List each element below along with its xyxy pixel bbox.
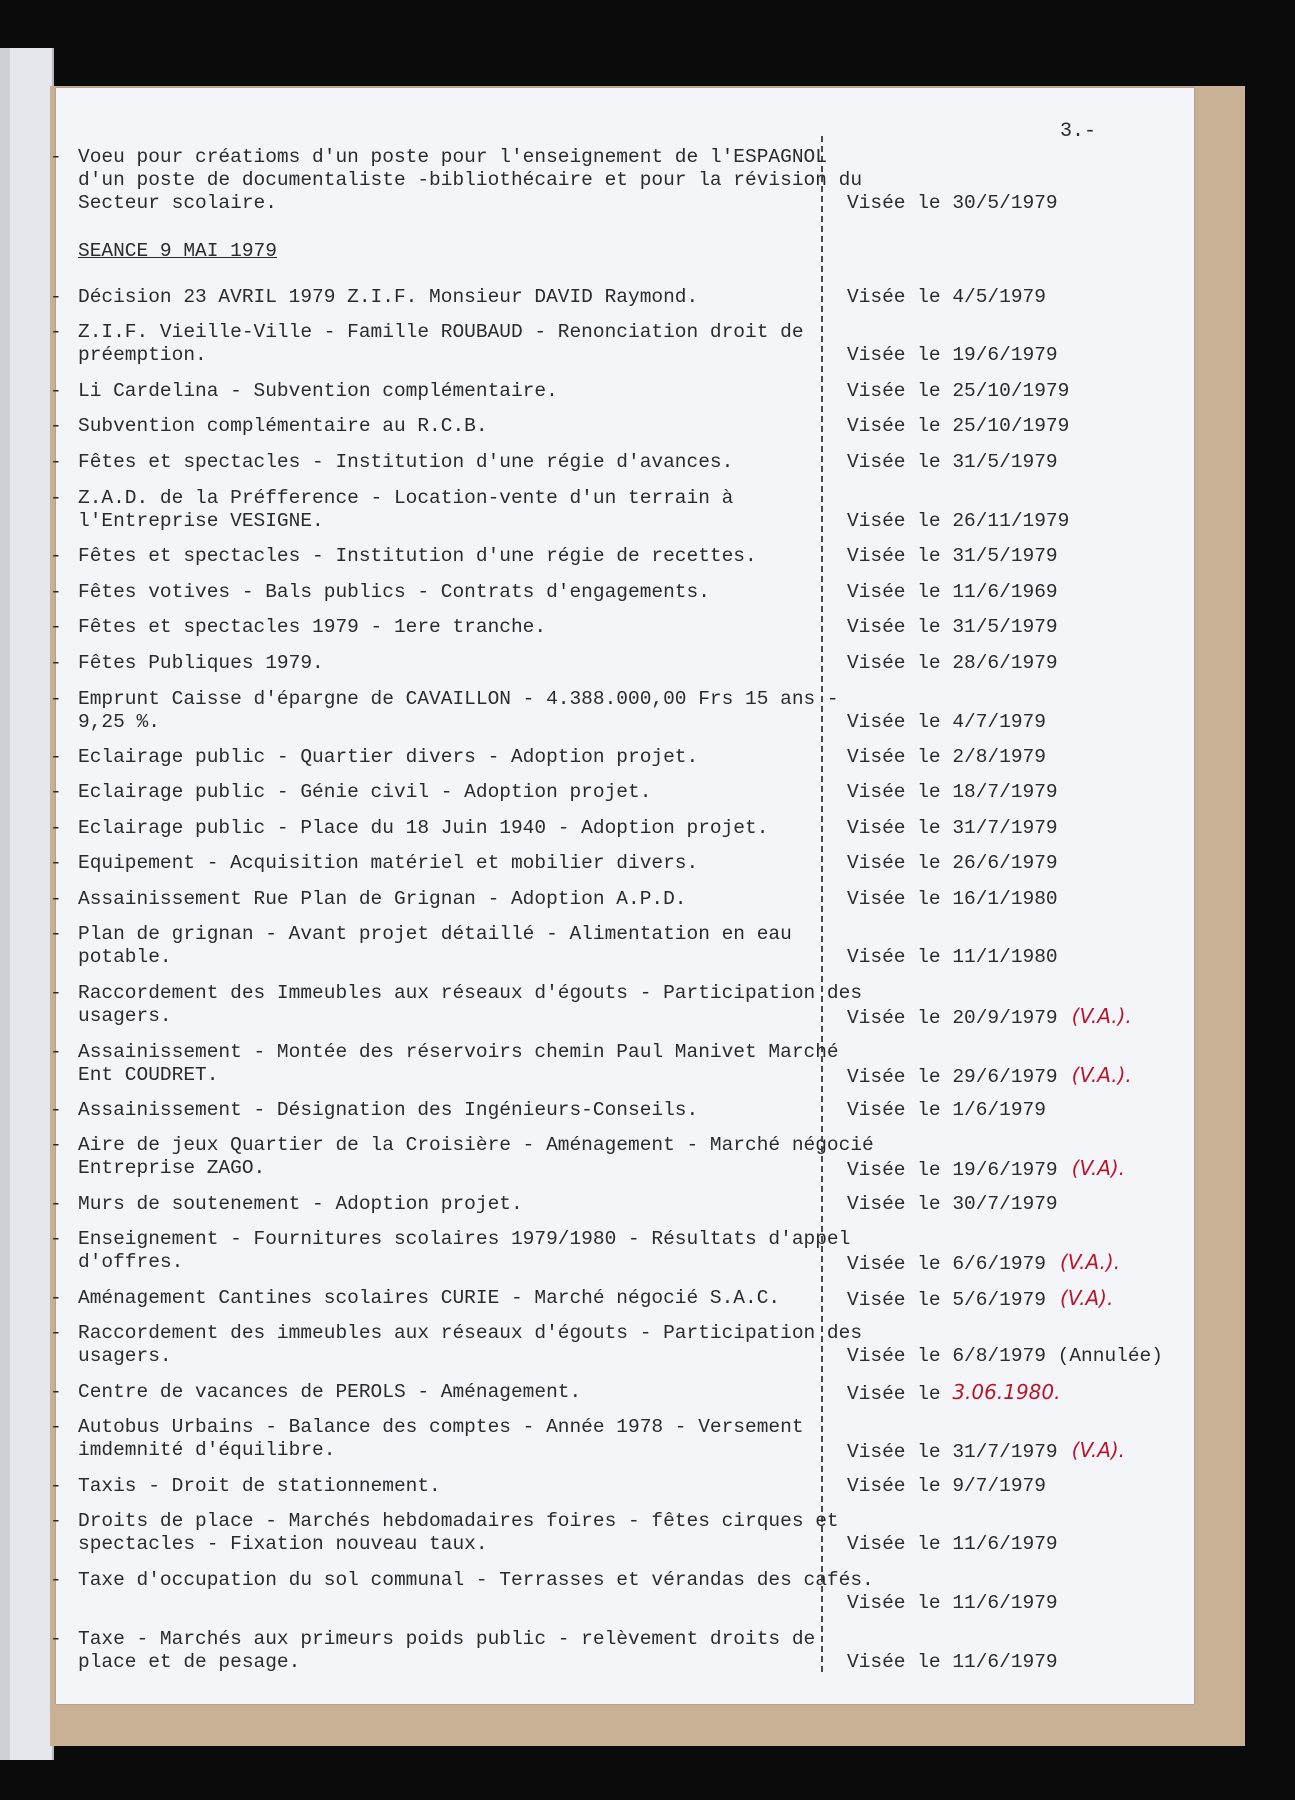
entry-description: Murs de soutenement - Adoption projet.: [78, 1193, 523, 1215]
entry-dash: -: [50, 1569, 62, 1591]
entry-description: Droits de place - Marchés hebdomadaires foires - fêtes cirques et spectacles - Fixation nouveau taux.: [78, 1510, 839, 1555]
entry-date-text: Visée le 16/1/1980: [847, 888, 1058, 910]
entry-dash: -: [50, 146, 62, 168]
entry-description: Emprunt Caisse d'épargne de CAVAILLON - 4.388.000,00 Frs 15 ans - 9,25 %.: [78, 688, 839, 733]
entry-date-text: Visée le 11/6/1979: [847, 1651, 1058, 1673]
entry-date-text: Visée le 11/6/1979: [847, 1592, 1058, 1614]
entry-dash: -: [50, 1628, 62, 1650]
entry-description: Eclairage public - Quartier divers - Adoption projet.: [78, 746, 699, 768]
entry-date: [847, 1193, 1058, 1216]
entry-description: Li Cardelina - Subvention complémentaire.: [78, 380, 558, 402]
entry-description: Assainissement - Montée des réservoirs chemin Paul Manivet Marché Ent COUDRET.: [78, 1041, 839, 1086]
entry-date: [847, 1345, 1163, 1368]
entry-date: [847, 344, 1058, 367]
entry-description: Aménagement Cantines scolaires CURIE - Marché négocié S.A.C.: [78, 1287, 781, 1309]
entry-dash: -: [50, 451, 62, 473]
entry-date-text: Visée le 25/10/1979: [847, 415, 1070, 437]
entry-description: Voeu pour créatioms d'un poste pour l'enseignement de l'ESPAGNOL d'un poste de documentaliste -bibliothécaire et pour la révision du Secteur scolaire.: [78, 146, 863, 214]
entry-dash: -: [50, 321, 62, 343]
entry-dash: -: [50, 817, 62, 839]
entry-date-text: Visée le 30/7/1979: [847, 1193, 1058, 1215]
entry-date-text: Visée le 4/7/1979: [847, 711, 1046, 733]
handwritten-annotation: (V.A).: [1059, 1286, 1114, 1310]
entry-date-text: Visée le: [847, 1383, 941, 1405]
handwritten-annotation: (V.A).: [1071, 1438, 1126, 1462]
entry-dash: -: [50, 1510, 62, 1532]
entry-dash: -: [50, 1475, 62, 1497]
entry-description: Fêtes et spectacles - Institution d'une régie d'avances.: [78, 451, 734, 473]
entry-dash: -: [50, 688, 62, 710]
entry-description: Eclairage public - Génie civil - Adoption projet.: [78, 781, 652, 803]
entry-date-text: Visée le 31/5/1979: [847, 616, 1058, 638]
entry-date: [847, 1475, 1046, 1498]
entry-description: Aire de jeux Quartier de la Croisière - Aménagement - Marché négocié Entreprise ZAGO.: [78, 1134, 874, 1179]
entry-description: Raccordement des immeubles aux réseaux d'égouts - Participation des usagers.: [78, 1322, 863, 1367]
entry-date-text: Visée le 26/11/1979: [847, 510, 1070, 532]
entry-description: Z.I.F. Vieille-Ville - Famille ROUBAUD - Renonciation droit de préemption.: [78, 321, 804, 366]
entry-dash: -: [50, 1322, 62, 1344]
entry-date-text: Visée le 31/7/1979: [847, 817, 1058, 839]
entry-dash: -: [50, 545, 62, 567]
entry-date-text: Visée le 28/6/1979: [847, 652, 1058, 674]
handwritten-annotation: (V.A.).: [1071, 1004, 1132, 1028]
entry-description: Assainissement - Désignation des Ingénieurs-Conseils.: [78, 1099, 699, 1121]
entry-date: [847, 545, 1058, 568]
entry-dash: -: [50, 1134, 62, 1156]
entry-date-text: Visée le 9/7/1979: [847, 1475, 1046, 1497]
entry-dash: -: [50, 616, 62, 638]
entry-date-text: Visée le 20/9/1979: [847, 1007, 1058, 1029]
entry-description: Enseignement - Fournitures scolaires 1979/1980 - Résultats d'appel d'offres.: [78, 1228, 851, 1273]
entry-date-text: Visée le 2/8/1979: [847, 746, 1046, 768]
entry-date: [847, 817, 1058, 840]
entry-dash: -: [50, 487, 62, 509]
entry-dash: -: [50, 1381, 62, 1403]
entry-date-text: Visée le 11/1/1980: [847, 946, 1058, 968]
entry-description: Fêtes et spectacles 1979 - 1ere tranche.: [78, 616, 547, 638]
entry-description: Eclairage public - Place du 18 Juin 1940 - Adoption projet.: [78, 817, 769, 839]
entry-date-text: Visée le 31/5/1979: [847, 451, 1058, 473]
entry-date: [847, 652, 1058, 675]
entry-date-text: Visée le 19/6/1979: [847, 1159, 1058, 1181]
entry-date: [847, 781, 1058, 804]
entry-date: [847, 451, 1058, 474]
entry-date-text: Visée le 25/10/1979: [847, 380, 1070, 402]
entry-dash: -: [50, 581, 62, 603]
page-number: 3.-: [1060, 120, 1097, 143]
entry-date: [847, 1064, 1132, 1089]
entry-date: [847, 286, 1046, 309]
entry-description: Subvention complémentaire au R.C.B.: [78, 415, 488, 437]
entry-dash: -: [50, 1228, 62, 1250]
entry-dash: -: [50, 1193, 62, 1215]
entry-description: Plan de grignan - Avant projet détaillé - Alimentation en eau potable.: [78, 923, 792, 968]
entry-description: Assainissement Rue Plan de Grignan - Adoption A.P.D.: [78, 888, 687, 910]
entry-date: Visée le 30/5/1979: [847, 192, 1058, 214]
entry-description: Raccordement des Immeubles aux réseaux d'égouts - Participation des usagers.: [78, 982, 863, 1027]
entry-dash: -: [50, 1287, 62, 1309]
entry-dash: -: [50, 1041, 62, 1063]
entry-description: Z.A.D. de la Préfference - Location-vente d'un terrain à l'Entreprise VESIGNE.: [78, 487, 734, 532]
section-title: SEANCE 9 MAI 1979: [78, 240, 277, 262]
handwritten-date: 3.06.1980.: [952, 1380, 1061, 1404]
entry-date: [847, 746, 1046, 769]
entry-description: Taxis - Droit de stationnement.: [78, 1475, 441, 1497]
entry-dash: -: [50, 380, 62, 402]
entry-description: Taxe - Marchés aux primeurs poids public - relèvement droits de place et de pesage.: [78, 1628, 816, 1673]
handwritten-annotation: (V.A).: [1071, 1156, 1126, 1180]
entry-date-text: Visée le 26/6/1979: [847, 852, 1058, 874]
entry-date: [847, 415, 1069, 438]
entry-dash: -: [50, 888, 62, 910]
entry-date-text: Visée le 29/6/1979: [847, 1066, 1058, 1088]
entry-dash: -: [50, 923, 62, 945]
entry-description: Fêtes et spectacles - Institution d'une régie de recettes.: [78, 545, 757, 567]
entry-date: [847, 380, 1069, 403]
entry-date: [847, 852, 1058, 875]
handwritten-annotation: (V.A.).: [1071, 1063, 1132, 1087]
entry-date-text: Visée le 1/6/1979: [847, 1099, 1046, 1121]
entry-date: [847, 1439, 1125, 1464]
entry-description: Fêtes votives - Bals publics - Contrats d'engagements.: [78, 581, 710, 603]
entry-date-text: Visée le 4/5/1979: [847, 286, 1046, 308]
entry-dash: -: [50, 781, 62, 803]
entry-date: [847, 1287, 1113, 1312]
entry-description: Décision 23 AVRIL 1979 Z.I.F. Monsieur DAVID Raymond.: [78, 286, 699, 308]
entry-date: [847, 1651, 1058, 1674]
entry-dash: -: [50, 415, 62, 437]
entry-date: [847, 1005, 1132, 1030]
entry-date: [847, 1533, 1058, 1556]
entry-date-text: Visée le 6/6/1979: [847, 1253, 1046, 1275]
entry-description: Equipement - Acquisition matériel et mobilier divers.: [78, 852, 699, 874]
entry-date: [847, 581, 1058, 604]
entry-date: [847, 946, 1058, 969]
entry-date-text: Visée le 6/8/1979 (Annulée): [847, 1345, 1163, 1367]
entry-date-text: Visée le 18/7/1979: [847, 781, 1058, 803]
entry-dash: -: [50, 652, 62, 674]
entry-dash: -: [50, 286, 62, 308]
entry-date: [847, 616, 1058, 639]
handwritten-annotation: (V.A.).: [1059, 1250, 1121, 1274]
entry-dash: -: [50, 852, 62, 874]
entry-date-text: Visée le 5/6/1979: [847, 1289, 1046, 1311]
entry-date-text: Visée le 31/5/1979: [847, 545, 1058, 567]
entry-description: Taxe d'occupation du sol communal - Terrasses et vérandas des cafés.: [78, 1569, 874, 1591]
entry-description: Centre de vacances de PEROLS - Aménagement.: [78, 1381, 582, 1403]
entry-date: [847, 711, 1046, 734]
entry-date-text: Visée le 19/6/1979: [847, 344, 1058, 366]
entry-date-text: Visée le 11/6/1979: [847, 1533, 1058, 1555]
entry-date: [847, 1251, 1120, 1276]
entry-date-text: Visée le 31/7/1979: [847, 1441, 1058, 1463]
entry-dash: -: [50, 746, 62, 768]
entry-date-text: Visée le 11/6/1969: [847, 581, 1058, 603]
entry-description: Autobus Urbains - Balance des comptes - Année 1978 - Versement imdemnité d'équilibre.: [78, 1416, 804, 1461]
entry-date: [847, 1099, 1046, 1122]
entry-dash: -: [50, 1099, 62, 1121]
entry-date: [847, 888, 1058, 911]
entry-date: [847, 1157, 1125, 1182]
entry-description: Fêtes Publiques 1979.: [78, 652, 324, 674]
entry-date: [847, 510, 1069, 533]
entry-dash: -: [50, 982, 62, 1004]
entry-date: [847, 1592, 1058, 1615]
entry-dash: -: [50, 1416, 62, 1438]
entry-date: [847, 1381, 1060, 1406]
